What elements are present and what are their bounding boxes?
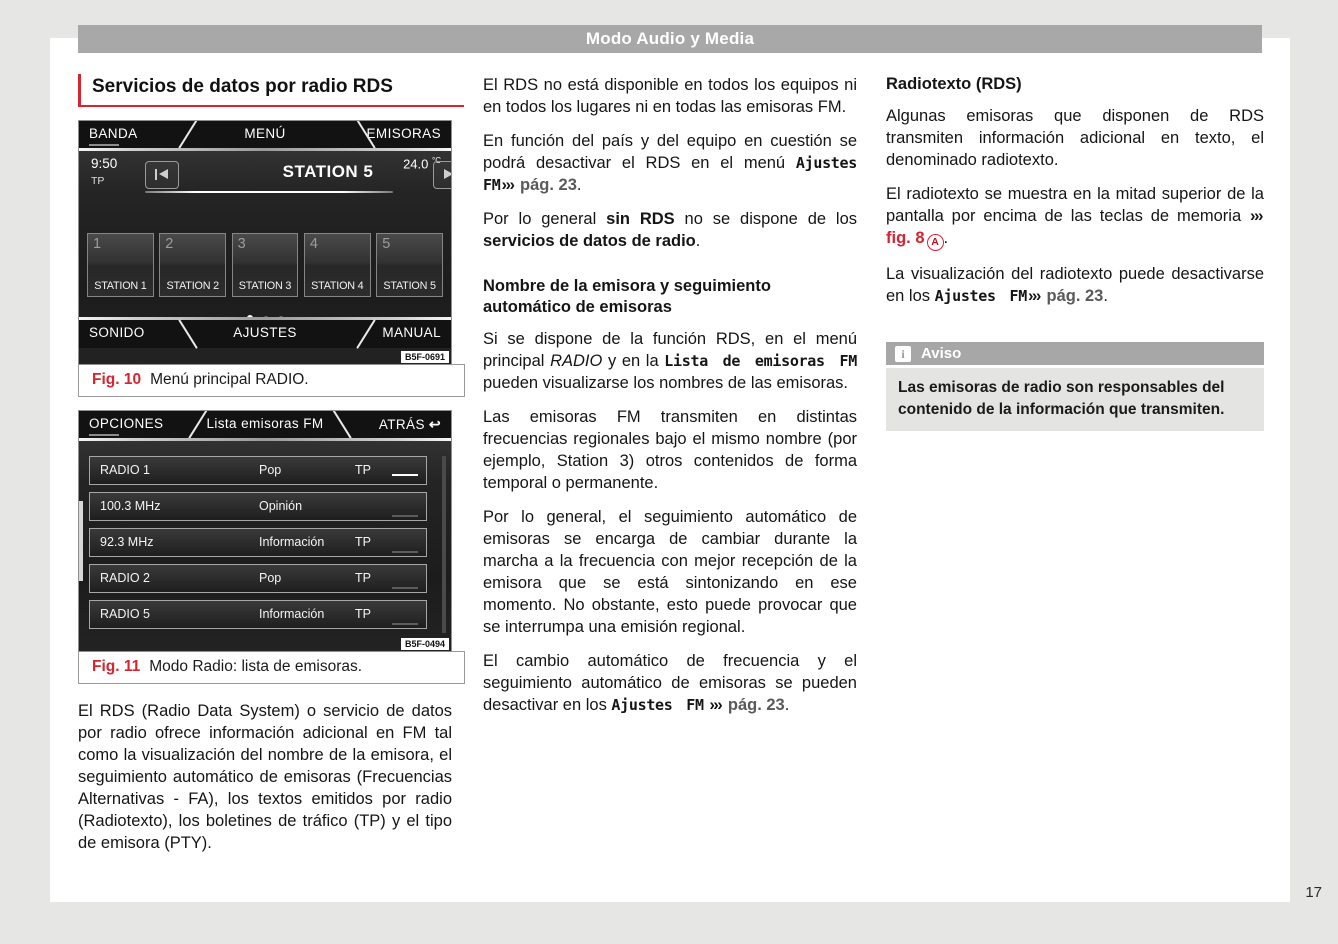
body-paragraph: El RDS (Radio Data System) o servicio de datos por radio ofrece información adicional en FM tal como la visualización del nombre de la emisora, el seguimiento automático de emisoras (Frecuencias Alternativas - FA), los textos emitidos por radio (Radiotexto), los boletines de tráfico (TP) y el tipo de emisora (PTY). <box>78 702 452 852</box>
body-paragraph: Si se dispone de la función RDS, en el menú principal RADIO y en la Lista de emisoras FM pueden visualizarse los nombres de las emisoras. <box>483 330 857 392</box>
figure-code: B5F-0691 <box>401 351 449 363</box>
station-genre: Pop <box>259 463 282 477</box>
caption-text: Modo Radio: lista de emisoras. <box>149 658 363 675</box>
figure-label: Fig. 10 <box>92 371 142 388</box>
figure-label: Fig. 11 <box>92 658 141 675</box>
station-name: RADIO 5 <box>100 607 151 621</box>
tp-flag: TP <box>355 535 371 549</box>
next-station-button[interactable] <box>433 161 452 189</box>
preset-number: 3 <box>237 236 246 252</box>
preset-label: STATION 1 <box>94 280 147 292</box>
opciones-tab[interactable]: OPCIONES <box>89 416 164 431</box>
menu-tab[interactable]: MENÚ <box>244 126 286 141</box>
scrollbar[interactable] <box>442 456 446 633</box>
station-selector <box>203 159 452 191</box>
preset-button-5[interactable] <box>376 233 443 297</box>
aviso-header <box>886 342 1264 365</box>
figure-11 <box>78 410 452 684</box>
section-title: Servicios de datos por radio RDS <box>78 74 464 107</box>
sub-heading: Radiotexto (RDS) <box>886 75 1022 93</box>
skip-forward-icon <box>444 169 452 179</box>
station-row[interactable] <box>89 492 427 521</box>
manual-tab[interactable]: MANUAL <box>382 325 441 340</box>
list-title: Lista emisoras FM <box>206 416 324 431</box>
tab-underline <box>89 434 119 436</box>
preset-number: 2 <box>165 236 174 252</box>
figure-code: B5F-0494 <box>401 638 449 650</box>
signal-indicator <box>392 587 418 589</box>
preset-button-2[interactable] <box>159 233 226 297</box>
current-station: STATION 5 <box>282 162 374 181</box>
preset-number: 1 <box>93 236 102 252</box>
station-name: 100.3 MHz <box>100 499 161 513</box>
body-paragraph: El cambio automático de frecuencia y el seguimiento automático de emisoras se pueden desactivar en los Ajustes FM ››› pág. 23. <box>483 652 857 714</box>
chapter-title: Modo Audio y Media <box>585 29 755 48</box>
bottom-tab-bar <box>79 320 451 348</box>
station-row[interactable] <box>89 456 427 485</box>
station-row[interactable] <box>89 600 427 629</box>
station-row[interactable] <box>89 564 427 593</box>
tp-indicator: TP <box>91 175 105 187</box>
skip-back-icon <box>155 169 157 180</box>
aviso-title: Aviso <box>921 345 962 362</box>
preset-label: STATION 3 <box>238 280 292 292</box>
signal-indicator <box>392 474 418 476</box>
station-genre: Opinión <box>259 499 303 513</box>
station-row[interactable] <box>89 528 427 557</box>
figure-10 <box>78 120 452 397</box>
preset-label: STATION 4 <box>311 280 364 292</box>
separator-line <box>79 148 451 151</box>
temperature: 24.0 $^{^\circ C}$ <box>403 156 441 172</box>
aviso-box <box>886 342 1264 431</box>
station-name: RADIO 2 <box>100 571 151 585</box>
aviso-text: Las emisoras de radio son responsables del contenido de la información que transmiten. <box>886 368 1264 431</box>
back-arrow-icon: ↩ <box>428 416 441 432</box>
station-underline <box>145 191 393 193</box>
preset-label: STATION 2 <box>166 280 219 292</box>
body-paragraph: El radiotexto se muestra en la mitad superior de la pantalla por encima de las teclas de memoria ››› fig. 8 A . <box>886 183 1264 251</box>
body-paragraph: En función del país y del equipo en cuestión se podrá desactivar el RDS en el menú Ajustes FM››› pág. 23. <box>483 132 857 194</box>
station-genre: Pop <box>259 571 282 585</box>
ajustes-tab[interactable]: AJUSTES <box>233 325 297 340</box>
manual-page <box>50 29 1290 902</box>
body-paragraph: Por lo general sin RDS no se dispone de los servicios de datos de radio. <box>483 210 857 250</box>
preset-button-3[interactable] <box>232 233 299 297</box>
radio-main-screen <box>78 120 452 365</box>
caption-text: Menú principal RADIO. <box>150 371 309 388</box>
right-column <box>886 38 1264 902</box>
station-name: 92.3 MHz <box>100 535 154 549</box>
station-genre: Información <box>259 535 325 549</box>
sonido-tab[interactable]: SONIDO <box>89 325 145 340</box>
tp-flag: TP <box>355 571 371 585</box>
top-tab-bar <box>79 411 451 438</box>
top-tab-bar <box>79 121 451 148</box>
signal-indicator <box>392 551 418 553</box>
body-paragraph: El RDS no está disponible en todos los equipos ni en todos los lugares ni en todas las emisoras FM. <box>483 76 857 116</box>
atras-tab[interactable]: ATRÁS ↩ <box>378 416 441 432</box>
sub-heading: Nombre de la emisora y seguimiento automático de emisoras <box>483 277 771 316</box>
previous-station-button[interactable] <box>145 161 179 189</box>
station-genre: Información <box>259 607 325 621</box>
scrollbar-thumb[interactable] <box>79 501 83 581</box>
separator-line <box>79 438 451 441</box>
signal-indicator <box>392 623 418 625</box>
info-icon: i <box>895 346 911 362</box>
banda-tab[interactable]: BANDA <box>89 126 138 141</box>
figure-10-caption <box>78 364 465 397</box>
preset-button-4[interactable] <box>304 233 371 297</box>
skip-back-icon <box>159 169 168 179</box>
body-paragraph: Por lo general, el seguimiento automático de emisoras se encarga de cambiar durante la marcha a la frecuencia con mejor recepción de la emisora que se está sintonizando en ese momento. No obstante, esto puede provocar que se interrumpa una emisión regional. <box>483 508 857 636</box>
body-paragraph: Algunas emisoras que disponen de RDS transmiten información adicional en texto, el denominado radiotexto. <box>886 107 1264 169</box>
preset-number: 4 <box>309 236 318 252</box>
station-name: RADIO 1 <box>100 463 151 477</box>
tp-flag: TP <box>355 463 371 477</box>
station-list <box>89 456 427 636</box>
body-paragraph: Las emisoras FM transmiten en distintas frecuencias regionales bajo el mismo nombre (por ejemplo, Station 3) otros contenidos de forma temporal o permanente. <box>483 408 857 492</box>
temperature-unit: °C <box>432 156 441 165</box>
preset-buttons <box>87 233 443 297</box>
emisoras-tab[interactable]: EMISORAS <box>366 126 441 141</box>
middle-column <box>483 74 857 728</box>
station-list-screen <box>78 410 452 652</box>
preset-number: 5 <box>382 236 391 252</box>
preset-button-1[interactable] <box>87 233 154 297</box>
clock: 9:50 <box>91 156 118 171</box>
tp-flag: TP <box>355 607 371 621</box>
tab-underline <box>89 144 119 146</box>
signal-indicator <box>392 515 418 517</box>
page-number: 17 <box>1305 884 1322 901</box>
preset-label: STATION 5 <box>383 280 436 292</box>
body-paragraph: La visualización del radiotexto puede desactivarse en los Ajustes FM››› pág. 23. <box>886 265 1264 305</box>
figure-11-caption <box>78 651 465 684</box>
